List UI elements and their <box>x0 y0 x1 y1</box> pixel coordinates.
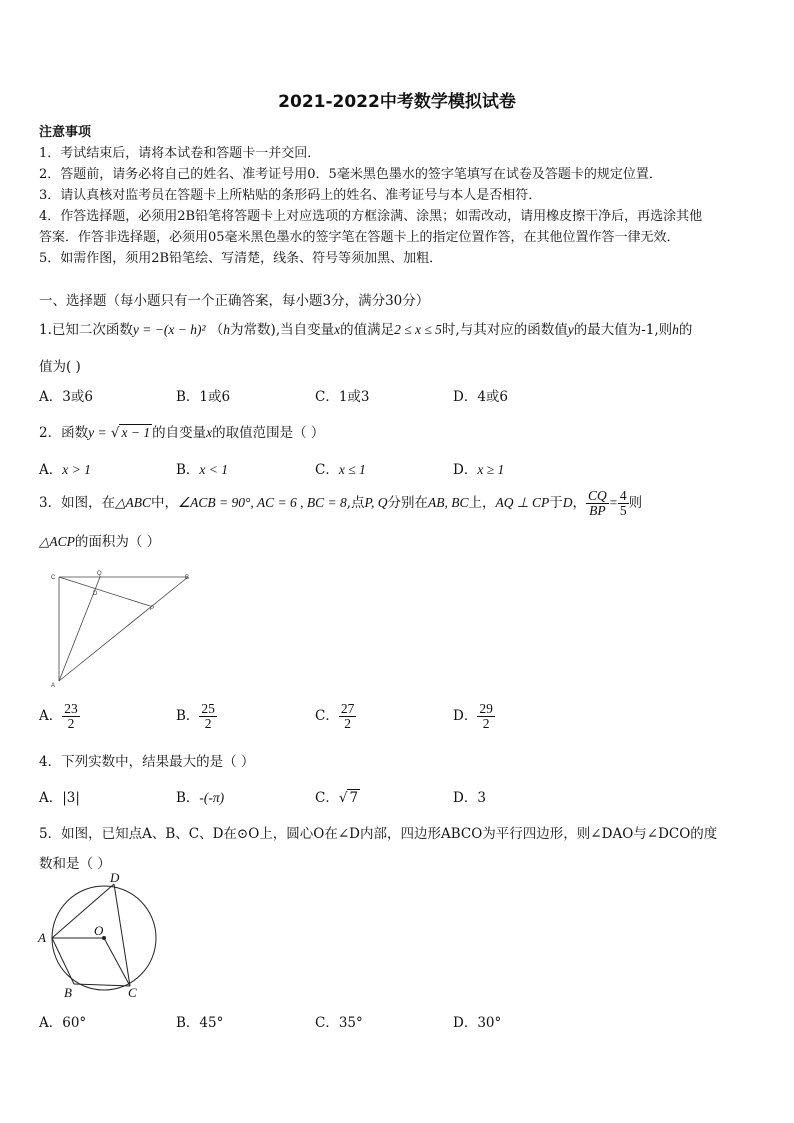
q2-option-c: C．x ≤ 1 <box>315 462 366 478</box>
q4-option-a: A．|3| <box>39 790 80 806</box>
question-2: 2．函数y = √ x − 1 的自变量x的取值范围是（ ） <box>39 425 325 441</box>
question-5-line2: 数和是（ ） <box>39 856 111 872</box>
sqrt-icon: √ <box>338 790 348 806</box>
q5-option-c: C．35° <box>315 1015 363 1031</box>
q1-option-a: A．3或6 <box>39 389 93 405</box>
notes-heading: 注意事项 <box>39 125 92 140</box>
q4-option-c: C．√ 7 <box>315 790 359 806</box>
note-item-5: 5．如需作图，须用2B铅笔绘、写清楚，线条、符号等须加黑、加粗． <box>39 251 443 266</box>
svg-text:C: C <box>128 985 137 1000</box>
q1-formula: y = −(x − h)² <box>132 322 206 337</box>
q4-option-b: B．-(-π) <box>176 790 225 806</box>
q1-option-b: B．1或6 <box>176 389 231 405</box>
q3-option-a: A． $\frac{23}{2}$ <box>39 701 78 732</box>
svg-text:Q: Q <box>97 571 102 577</box>
svg-text:P: P <box>150 606 155 612</box>
q1-option-c: C．1或3 <box>315 389 370 405</box>
q2-option-d: D．x ≥ 1 <box>453 462 505 478</box>
svg-text:C: C <box>51 575 56 581</box>
q1-range: 2 ≤ x ≤ 5 <box>394 322 442 337</box>
q5-option-a: A．60° <box>39 1015 87 1031</box>
question-3: 3．如图，在△ABC中，∠ACB = 90°, AC = 6 , BC = 8,点P, Q分别在AB, BC上，AQ ⊥ CP于D， $\frac{CQ}{BP}$ = $\frac{4}{5}$ 则 <box>39 487 643 518</box>
question-1-line2: 值为( ) <box>39 359 81 375</box>
svg-text:A: A <box>38 930 46 945</box>
svg-text:D: D <box>93 591 98 597</box>
note-item-1: 1．考试结束后，请将本试卷和答题卡一并交回． <box>39 146 321 161</box>
sqrt-icon: √ <box>110 425 120 441</box>
note-item-4: 4．作答选择题，必须用2B铅笔将答题卡上对应选项的方框涂满、涂黑；如需改动，请用橡皮擦干净后，再选涂其他 <box>39 209 703 224</box>
q3-option-d: D． $\frac{29}{2}$ <box>453 701 493 732</box>
note-item-4-cont: 答案．作答非选择题，必须用05毫米黑色墨水的签字笔在答题卡上的指定位置作答，在其他位置作答一律无效． <box>39 230 680 245</box>
svg-text:A: A <box>51 683 56 689</box>
q5-option-b: B．45° <box>176 1015 224 1031</box>
svg-text:O: O <box>94 923 104 938</box>
q5-option-d: D．30° <box>453 1015 502 1031</box>
q3-ratio-fraction: $\frac{CQ}{BP}$ <box>588 487 607 518</box>
q4-option-d: D．3 <box>453 790 486 806</box>
question-3-line2: △ACP的面积为（ ） <box>39 534 161 550</box>
q3-option-c: C． $\frac{27}{2}$ <box>315 701 355 732</box>
svg-text:B: B <box>185 575 190 581</box>
q2-option-b: B．x < 1 <box>176 462 229 478</box>
svg-text:D: D <box>110 872 120 885</box>
section-heading: 一、选择题（每小题只有一个正确答案，每小题3分，满分30分） <box>39 293 430 309</box>
note-item-3: 3．请认真核对监考员在答题卡上所粘贴的条形码上的姓名、准考证号与本人是否相符． <box>39 188 542 203</box>
q3-triangle-figure <box>40 568 200 693</box>
question-4: 4．下列实数中，结果最大的是（ ） <box>39 754 255 770</box>
note-item-2: 2．答题前，请务必将自己的姓名、准考证号用0．5毫米黑色墨水的签字笔填写在试卷及答题卡的规定位置． <box>39 167 662 182</box>
q5-circle-figure <box>34 872 164 1002</box>
question-1: 1.已知二次函数y = −(x − h)² （h为常数),当自变量x的值满足2 ≤ x ≤ 5时,与其对应的函数值y的最大值为-1,则h的 <box>39 322 693 338</box>
svg-text:B: B <box>64 985 72 1000</box>
q2-option-a: A．x > 1 <box>39 462 91 478</box>
exam-title: 2021-2022中考数学模拟试卷 <box>278 92 516 112</box>
question-5: 5．如图，已知点A、B、C、D在⊙O上，圆心O在∠D内部，四边形ABCO为平行四边形，则∠DAO与∠DCO的度 <box>39 826 718 842</box>
q1-option-d: D．4或6 <box>453 389 509 405</box>
q3-option-b: B． $\frac{25}{2}$ <box>176 701 215 732</box>
